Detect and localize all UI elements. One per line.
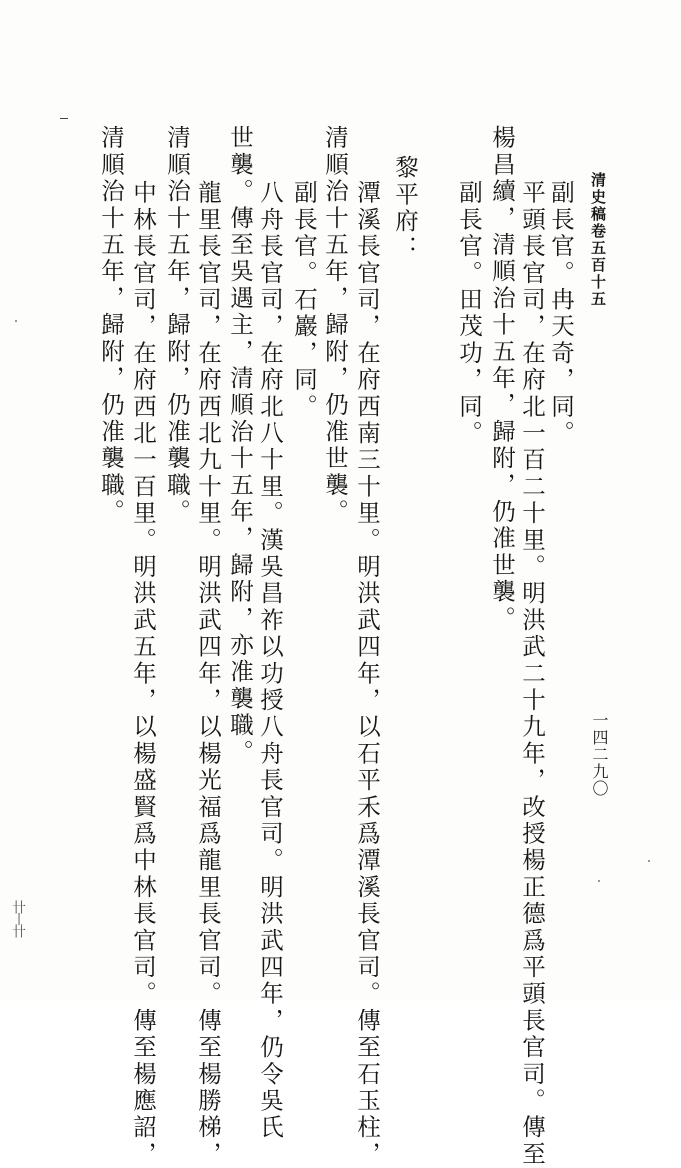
text-column-10: 世襲。傳至吳遇主，清順治十五年，歸附，亦准襲職。 — [226, 125, 254, 766]
text-column-7: 清順治十五年，歸附，仍准世襲。 — [321, 125, 349, 526]
text-column-4: 副長官。田茂功，同。 — [455, 180, 483, 447]
scan-speck — [648, 860, 650, 862]
page-number: 一四二九〇 — [590, 712, 609, 797]
scan-speck — [598, 880, 600, 882]
text-column-3: 楊昌續，清順治十五年，歸附，仍准世襲。 — [488, 125, 516, 633]
text-column-12: 清順治十五年，歸附，仍准襲職。 — [163, 125, 191, 526]
text-column-9: 八舟長官司，在府北八十里。漢吳昌祚以功授八舟長官司。明洪武四年，仍令吳氏 — [256, 180, 284, 1142]
text-column-13: 中林長官司，在府西北一百里。明洪武五年，以楊盛賢爲中林長官司。傳至楊應詔， — [129, 180, 157, 1168]
text-column-14: 清順治十五年，歸附，仍准襲職。 — [97, 125, 125, 526]
text-column-1: 副長官。冉天奇，同。 — [547, 180, 575, 447]
text-column-8: 副長官。石巖，同。 — [290, 180, 318, 421]
margin-rule — [60, 118, 68, 119]
scan-speck — [15, 320, 17, 322]
text-column-11: 龍里長官司，在府西北九十里。明洪武四年，以楊光福爲龍里長官司。傳至楊勝梯， — [194, 180, 222, 1168]
margin-mark: 卄〡卄 — [10, 900, 26, 936]
text-column-2: 平頭長官司，在府北一百二十里。明洪武二十九年，改授楊正德爲平頭長官司。傳至 — [518, 180, 546, 1168]
running-header-title: 清史稿卷五百十五 — [589, 172, 607, 308]
section-heading-liping: 黎平府： — [391, 155, 419, 262]
text-column-6: 潭溪長官司，在府西南三十里。明洪武四年，以石平禾爲潭溪長官司。傳至石玉柱， — [353, 180, 381, 1168]
